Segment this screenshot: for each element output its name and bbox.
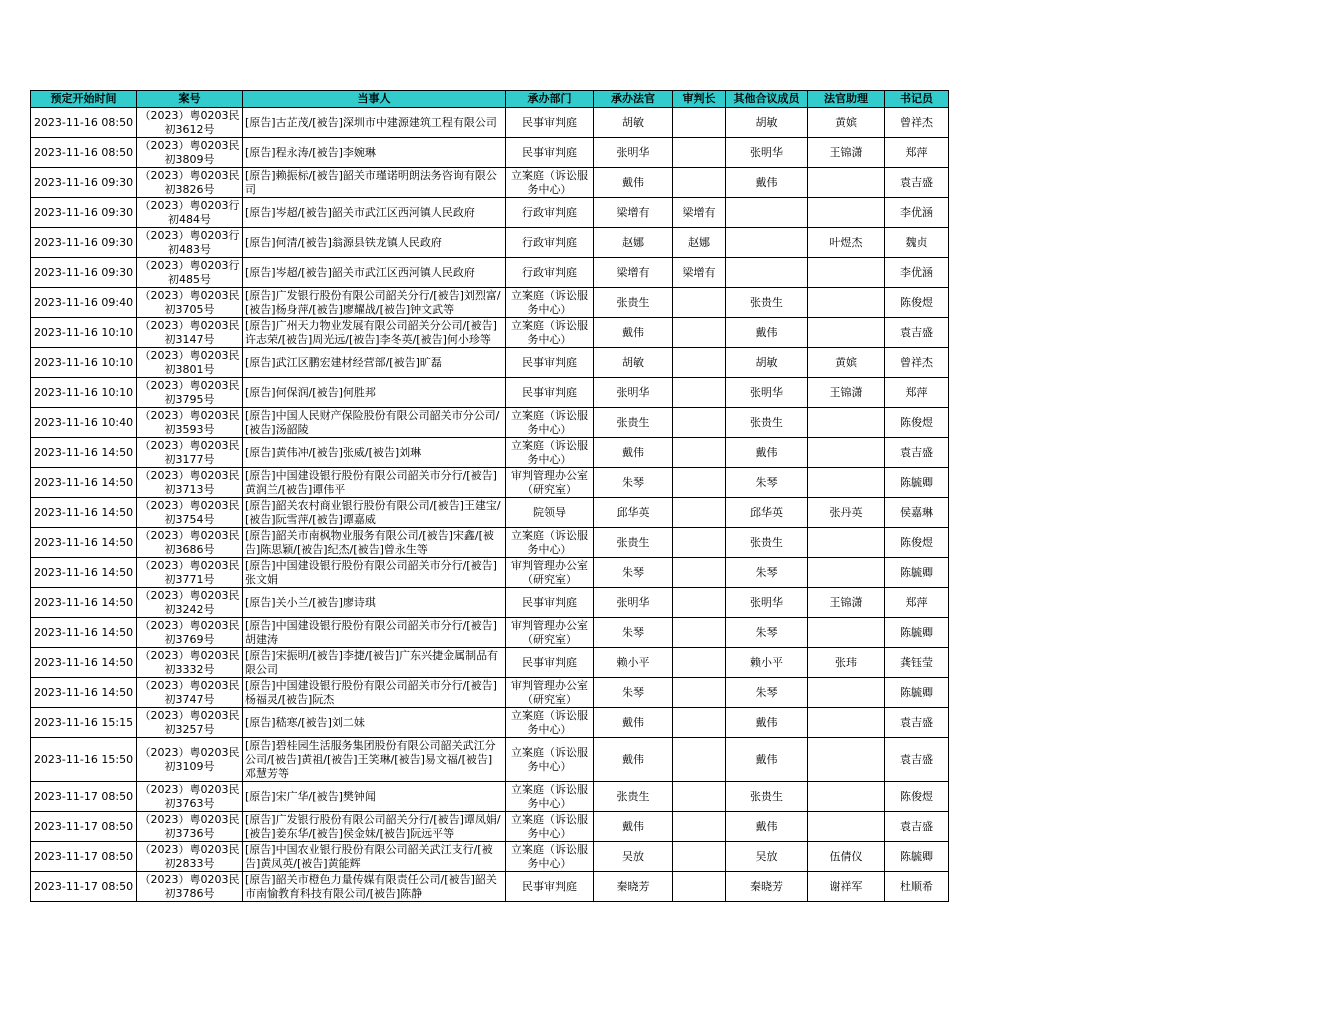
department-cell: 民事审判庭 — [506, 378, 594, 408]
parties-cell: [原告]古芷茂/[被告]深圳市中建源建筑工程有限公司 — [243, 108, 506, 138]
parties-cell: [原告]中国建设银行股份有限公司韶关市分行/[被告]张文娟 — [243, 558, 506, 588]
parties-cell: [原告]广州天力物业发展有限公司韶关分公司/[被告]许志荣/[被告]周光远/[被告]李冬英/[被告]何小珍等 — [243, 318, 506, 348]
clerk-cell: 郑萍 — [885, 378, 949, 408]
clerk-cell: 袁吉盛 — [885, 438, 949, 468]
start-time-cell: 2023-11-16 14:50 — [31, 468, 137, 498]
case-number-cell: （2023）粤0203民初3771号 — [137, 558, 243, 588]
table-row — [31, 258, 949, 288]
clerk-cell: 李优涵 — [885, 198, 949, 228]
judge-cell: 张明华 — [594, 138, 673, 168]
department-cell: 立案庭（诉讼服务中心） — [506, 738, 594, 782]
department-cell: 民事审判庭 — [506, 348, 594, 378]
other-members-cell: 戴伟 — [726, 168, 808, 198]
case-number-cell: （2023）粤0203民初3612号 — [137, 108, 243, 138]
other-members-cell — [726, 228, 808, 258]
judge-cell: 朱琴 — [594, 468, 673, 498]
presiding-judge-cell — [673, 408, 726, 438]
judge-cell: 朱琴 — [594, 618, 673, 648]
parties-cell: [原告]广发银行股份有限公司韶关分行/[被告]谭凤娟/[被告]姜东华/[被告]侯金妹/[被告]阮远平等 — [243, 812, 506, 842]
department-cell: 立案庭（诉讼服务中心） — [506, 782, 594, 812]
assistant-cell — [808, 558, 885, 588]
department-cell: 院领导 — [506, 498, 594, 528]
clerk-cell: 曾祥杰 — [885, 348, 949, 378]
assistant-cell: 黄嫔 — [808, 348, 885, 378]
judge-cell: 朱琴 — [594, 678, 673, 708]
assistant-cell: 黄嫔 — [808, 108, 885, 138]
parties-cell: [原告]岑超/[被告]韶关市武江区西河镇人民政府 — [243, 198, 506, 228]
table-row — [31, 108, 949, 138]
case-number-cell: （2023）粤0203民初2833号 — [137, 842, 243, 872]
clerk-cell: 陈毓卿 — [885, 558, 949, 588]
case-number-cell: （2023）粤0203民初3686号 — [137, 528, 243, 558]
header-row — [31, 91, 949, 108]
table-row — [31, 498, 949, 528]
department-cell: 立案庭（诉讼服务中心） — [506, 288, 594, 318]
parties-cell: [原告]武江区鹏宏建材经营部/[被告]旷磊 — [243, 348, 506, 378]
assistant-cell — [808, 168, 885, 198]
other-members-cell: 吴放 — [726, 842, 808, 872]
judge-cell: 戴伟 — [594, 318, 673, 348]
judge-cell: 张贵生 — [594, 288, 673, 318]
start-time-cell: 2023-11-16 10:10 — [31, 348, 137, 378]
start-time-cell: 2023-11-16 10:40 — [31, 408, 137, 438]
judge-cell: 赖小平 — [594, 648, 673, 678]
clerk-cell: 陈毓卿 — [885, 678, 949, 708]
table-row — [31, 138, 949, 168]
parties-cell: [原告]何保润/[被告]何胜邦 — [243, 378, 506, 408]
start-time-cell: 2023-11-16 14:50 — [31, 558, 137, 588]
start-time-cell: 2023-11-16 14:50 — [31, 588, 137, 618]
other-members-cell: 戴伟 — [726, 438, 808, 468]
start-time-cell: 2023-11-16 08:50 — [31, 138, 137, 168]
parties-cell: [原告]韶关农村商业银行股份有限公司/[被告]王建宝/[被告]阮雪萍/[被告]谭嘉威 — [243, 498, 506, 528]
case-number-cell: （2023）粤0203民初3242号 — [137, 588, 243, 618]
clerk-cell: 陈毓卿 — [885, 468, 949, 498]
header-assistant: 法官助理 — [808, 91, 885, 108]
clerk-cell: 陈毓卿 — [885, 618, 949, 648]
judge-cell: 张贵生 — [594, 782, 673, 812]
assistant-cell — [808, 782, 885, 812]
department-cell: 立案庭（诉讼服务中心） — [506, 528, 594, 558]
department-cell: 民事审判庭 — [506, 138, 594, 168]
case-number-cell: （2023）粤0203民初3736号 — [137, 812, 243, 842]
assistant-cell — [808, 318, 885, 348]
department-cell: 民事审判庭 — [506, 588, 594, 618]
assistant-cell — [808, 408, 885, 438]
other-members-cell: 赖小平 — [726, 648, 808, 678]
parties-cell: [原告]宋广华/[被告]樊钟闻 — [243, 782, 506, 812]
other-members-cell: 胡敏 — [726, 348, 808, 378]
presiding-judge-cell — [673, 588, 726, 618]
start-time-cell: 2023-11-17 08:50 — [31, 842, 137, 872]
other-members-cell: 戴伟 — [726, 812, 808, 842]
parties-cell: [原告]黄伟冲/[被告]张威/[被告]刘琳 — [243, 438, 506, 468]
presiding-judge-cell — [673, 528, 726, 558]
judge-cell: 戴伟 — [594, 708, 673, 738]
department-cell: 立案庭（诉讼服务中心） — [506, 812, 594, 842]
case-number-cell: （2023）粤0203民初3795号 — [137, 378, 243, 408]
table-row — [31, 648, 949, 678]
assistant-cell — [808, 812, 885, 842]
parties-cell: [原告]程永涛/[被告]李婉琳 — [243, 138, 506, 168]
table-row — [31, 528, 949, 558]
clerk-cell: 陈毓卿 — [885, 842, 949, 872]
start-time-cell: 2023-11-16 15:15 — [31, 708, 137, 738]
judge-cell: 戴伟 — [594, 168, 673, 198]
department-cell: 审判管理办公室（研究室） — [506, 678, 594, 708]
other-members-cell: 朱琴 — [726, 618, 808, 648]
department-cell: 审判管理办公室（研究室） — [506, 558, 594, 588]
table-row — [31, 558, 949, 588]
case-number-cell: （2023）粤0203民初3809号 — [137, 138, 243, 168]
hearing-schedule-table — [30, 90, 949, 902]
case-number-cell: （2023）粤0203民初3754号 — [137, 498, 243, 528]
case-number-cell: （2023）粤0203民初3747号 — [137, 678, 243, 708]
other-members-cell: 张贵生 — [726, 782, 808, 812]
presiding-judge-cell — [673, 138, 726, 168]
case-number-cell: （2023）粤0203民初3713号 — [137, 468, 243, 498]
assistant-cell: 张玮 — [808, 648, 885, 678]
clerk-cell: 陈俊煜 — [885, 528, 949, 558]
start-time-cell: 2023-11-16 09:30 — [31, 198, 137, 228]
assistant-cell: 伍倩仪 — [808, 842, 885, 872]
judge-cell: 胡敏 — [594, 108, 673, 138]
parties-cell: [原告]韶关市南枫物业服务有限公司/[被告]宋鑫/[被告]陈思颖/[被告]纪杰/[被告]曾永生等 — [243, 528, 506, 558]
parties-cell: [原告]中国人民财产保险股份有限公司韶关市分公司/[被告]汤韶陵 — [243, 408, 506, 438]
assistant-cell — [808, 708, 885, 738]
table-row — [31, 468, 949, 498]
judge-cell: 吴放 — [594, 842, 673, 872]
case-number-cell: （2023）粤0203民初3705号 — [137, 288, 243, 318]
department-cell: 立案庭（诉讼服务中心） — [506, 168, 594, 198]
presiding-judge-cell — [673, 782, 726, 812]
header-start-time: 预定开始时间 — [31, 91, 137, 108]
other-members-cell: 邱华英 — [726, 498, 808, 528]
start-time-cell: 2023-11-16 09:40 — [31, 288, 137, 318]
department-cell: 立案庭（诉讼服务中心） — [506, 438, 594, 468]
header-department: 承办部门 — [506, 91, 594, 108]
parties-cell: [原告]岑超/[被告]韶关市武江区西河镇人民政府 — [243, 258, 506, 288]
start-time-cell: 2023-11-17 08:50 — [31, 872, 137, 902]
assistant-cell — [808, 618, 885, 648]
other-members-cell: 张贵生 — [726, 408, 808, 438]
table-row — [31, 738, 949, 782]
parties-cell: [原告]中国农业银行股份有限公司韶关武江支行/[被告]黄凤英/[被告]黄能辉 — [243, 842, 506, 872]
other-members-cell: 戴伟 — [726, 738, 808, 782]
table-row — [31, 708, 949, 738]
presiding-judge-cell — [673, 348, 726, 378]
parties-cell: [原告]关小兰/[被告]廖诗琪 — [243, 588, 506, 618]
other-members-cell: 秦晓芳 — [726, 872, 808, 902]
presiding-judge-cell — [673, 288, 726, 318]
table-row — [31, 348, 949, 378]
assistant-cell: 王锦潇 — [808, 138, 885, 168]
clerk-cell: 袁吉盛 — [885, 812, 949, 842]
presiding-judge-cell — [673, 738, 726, 782]
presiding-judge-cell — [673, 678, 726, 708]
parties-cell: [原告]碧桂园生活服务集团股份有限公司韶关武江分公司/[被告]黄祖/[被告]王笑琳/[被告]易文福/[被告]邓慧芳等 — [243, 738, 506, 782]
judge-cell: 张明华 — [594, 588, 673, 618]
table-row — [31, 318, 949, 348]
case-number-cell: （2023）粤0203行初484号 — [137, 198, 243, 228]
clerk-cell: 陈俊煜 — [885, 288, 949, 318]
assistant-cell — [808, 468, 885, 498]
start-time-cell: 2023-11-16 15:50 — [31, 738, 137, 782]
table-row — [31, 228, 949, 258]
header-other-members: 其他合议成员 — [726, 91, 808, 108]
table-row — [31, 378, 949, 408]
presiding-judge-cell — [673, 812, 726, 842]
presiding-judge-cell: 赵娜 — [673, 228, 726, 258]
assistant-cell — [808, 258, 885, 288]
judge-cell: 梁增有 — [594, 198, 673, 228]
case-number-cell: （2023）粤0203民初3769号 — [137, 618, 243, 648]
department-cell: 审判管理办公室（研究室） — [506, 618, 594, 648]
clerk-cell: 郑萍 — [885, 588, 949, 618]
table-row — [31, 288, 949, 318]
clerk-cell: 郑萍 — [885, 138, 949, 168]
table-row — [31, 168, 949, 198]
case-number-cell: （2023）粤0203民初3763号 — [137, 782, 243, 812]
case-number-cell: （2023）粤0203民初3801号 — [137, 348, 243, 378]
judge-cell: 秦晓芳 — [594, 872, 673, 902]
assistant-cell: 张丹英 — [808, 498, 885, 528]
judge-cell: 张明华 — [594, 378, 673, 408]
other-members-cell — [726, 198, 808, 228]
parties-cell: [原告]赖振标/[被告]韶关市瑾诺明朗法务咨询有限公司 — [243, 168, 506, 198]
other-members-cell: 张明华 — [726, 588, 808, 618]
table-row — [31, 782, 949, 812]
start-time-cell: 2023-11-17 08:50 — [31, 782, 137, 812]
case-number-cell: （2023）粤0203民初3593号 — [137, 408, 243, 438]
clerk-cell: 杜顺希 — [885, 872, 949, 902]
start-time-cell: 2023-11-16 10:10 — [31, 318, 137, 348]
case-number-cell: （2023）粤0203民初3786号 — [137, 872, 243, 902]
judge-cell: 邱华英 — [594, 498, 673, 528]
department-cell: 行政审判庭 — [506, 198, 594, 228]
parties-cell: [原告]嵇寒/[被告]刘二妹 — [243, 708, 506, 738]
start-time-cell: 2023-11-16 10:10 — [31, 378, 137, 408]
judge-cell: 戴伟 — [594, 438, 673, 468]
judge-cell: 赵娜 — [594, 228, 673, 258]
clerk-cell: 陈俊煜 — [885, 408, 949, 438]
assistant-cell: 王锦潇 — [808, 588, 885, 618]
assistant-cell — [808, 528, 885, 558]
start-time-cell: 2023-11-16 14:50 — [31, 648, 137, 678]
clerk-cell: 曾祥杰 — [885, 108, 949, 138]
clerk-cell: 魏贞 — [885, 228, 949, 258]
case-number-cell: （2023）粤0203民初3147号 — [137, 318, 243, 348]
assistant-cell: 叶煜杰 — [808, 228, 885, 258]
start-time-cell: 2023-11-16 14:50 — [31, 438, 137, 468]
assistant-cell: 王锦潇 — [808, 378, 885, 408]
case-number-cell: （2023）粤0203民初3257号 — [137, 708, 243, 738]
table-row — [31, 198, 949, 228]
presiding-judge-cell: 梁增有 — [673, 198, 726, 228]
clerk-cell: 袁吉盛 — [885, 318, 949, 348]
case-number-cell: （2023）粤0203民初3109号 — [137, 738, 243, 782]
table-row — [31, 678, 949, 708]
clerk-cell: 龚钰莹 — [885, 648, 949, 678]
start-time-cell: 2023-11-17 08:50 — [31, 812, 137, 842]
parties-cell: [原告]韶关市橙色力量传媒有限责任公司/[被告]韶关市南愉教育科技有限公司/[被告]陈静 — [243, 872, 506, 902]
judge-cell: 戴伟 — [594, 738, 673, 782]
table-row — [31, 812, 949, 842]
department-cell: 民事审判庭 — [506, 872, 594, 902]
header-judge: 承办法官 — [594, 91, 673, 108]
other-members-cell: 戴伟 — [726, 318, 808, 348]
start-time-cell: 2023-11-16 08:50 — [31, 108, 137, 138]
other-members-cell: 朱琴 — [726, 678, 808, 708]
assistant-cell — [808, 438, 885, 468]
parties-cell: [原告]宋振明/[被告]李捷/[被告]广东兴捷金属制品有限公司 — [243, 648, 506, 678]
parties-cell: [原告]广发银行股份有限公司韶关分行/[被告]刘烈富/[被告]杨身萍/[被告]廖耀战/[被告]钟文武等 — [243, 288, 506, 318]
clerk-cell: 侯嘉琳 — [885, 498, 949, 528]
start-time-cell: 2023-11-16 09:30 — [31, 228, 137, 258]
presiding-judge-cell — [673, 708, 726, 738]
start-time-cell: 2023-11-16 14:50 — [31, 498, 137, 528]
table-row — [31, 872, 949, 902]
other-members-cell: 张贵生 — [726, 288, 808, 318]
other-members-cell: 张贵生 — [726, 528, 808, 558]
presiding-judge-cell — [673, 108, 726, 138]
other-members-cell: 胡敏 — [726, 108, 808, 138]
judge-cell: 戴伟 — [594, 812, 673, 842]
presiding-judge-cell: 梁增有 — [673, 258, 726, 288]
header-presiding-judge: 审判长 — [673, 91, 726, 108]
department-cell: 立案庭（诉讼服务中心） — [506, 708, 594, 738]
department-cell: 民事审判庭 — [506, 648, 594, 678]
judge-cell: 朱琴 — [594, 558, 673, 588]
start-time-cell: 2023-11-16 14:50 — [31, 528, 137, 558]
other-members-cell: 戴伟 — [726, 708, 808, 738]
presiding-judge-cell — [673, 468, 726, 498]
presiding-judge-cell — [673, 168, 726, 198]
other-members-cell: 朱琴 — [726, 558, 808, 588]
presiding-judge-cell — [673, 618, 726, 648]
presiding-judge-cell — [673, 318, 726, 348]
parties-cell: [原告]中国建设银行股份有限公司韶关市分行/[被告]杨福灵/[被告]阮杰 — [243, 678, 506, 708]
assistant-cell: 谢祥军 — [808, 872, 885, 902]
presiding-judge-cell — [673, 842, 726, 872]
presiding-judge-cell — [673, 558, 726, 588]
clerk-cell: 袁吉盛 — [885, 168, 949, 198]
clerk-cell: 袁吉盛 — [885, 708, 949, 738]
case-number-cell: （2023）粤0203民初3177号 — [137, 438, 243, 468]
start-time-cell: 2023-11-16 14:50 — [31, 678, 137, 708]
header-parties: 当事人 — [243, 91, 506, 108]
judge-cell: 胡敏 — [594, 348, 673, 378]
table-row — [31, 618, 949, 648]
department-cell: 民事审判庭 — [506, 108, 594, 138]
assistant-cell — [808, 738, 885, 782]
presiding-judge-cell — [673, 378, 726, 408]
table-row — [31, 588, 949, 618]
other-members-cell: 朱琴 — [726, 468, 808, 498]
table-row — [31, 842, 949, 872]
department-cell: 立案庭（诉讼服务中心） — [506, 842, 594, 872]
assistant-cell — [808, 198, 885, 228]
table-row — [31, 408, 949, 438]
other-members-cell: 张明华 — [726, 138, 808, 168]
case-number-cell: （2023）粤0203民初3332号 — [137, 648, 243, 678]
clerk-cell: 袁吉盛 — [885, 738, 949, 782]
presiding-judge-cell — [673, 438, 726, 468]
other-members-cell: 张明华 — [726, 378, 808, 408]
department-cell: 立案庭（诉讼服务中心） — [506, 408, 594, 438]
judge-cell: 张贵生 — [594, 528, 673, 558]
case-number-cell: （2023）粤0203民初3826号 — [137, 168, 243, 198]
start-time-cell: 2023-11-16 09:30 — [31, 258, 137, 288]
presiding-judge-cell — [673, 872, 726, 902]
judge-cell: 张贵生 — [594, 408, 673, 438]
clerk-cell: 李优涵 — [885, 258, 949, 288]
other-members-cell — [726, 258, 808, 288]
clerk-cell: 陈俊煜 — [885, 782, 949, 812]
judge-cell: 梁增有 — [594, 258, 673, 288]
presiding-judge-cell — [673, 648, 726, 678]
parties-cell: [原告]何清/[被告]翁源县铁龙镇人民政府 — [243, 228, 506, 258]
department-cell: 立案庭（诉讼服务中心） — [506, 318, 594, 348]
assistant-cell — [808, 678, 885, 708]
case-number-cell: （2023）粤0203行初485号 — [137, 258, 243, 288]
department-cell: 审判管理办公室（研究室） — [506, 468, 594, 498]
parties-cell: [原告]中国建设银行股份有限公司韶关市分行/[被告]胡建涛 — [243, 618, 506, 648]
header-clerk: 书记员 — [885, 91, 949, 108]
presiding-judge-cell — [673, 498, 726, 528]
start-time-cell: 2023-11-16 09:30 — [31, 168, 137, 198]
parties-cell: [原告]中国建设银行股份有限公司韶关市分行/[被告]黄润兰/[被告]谭伟平 — [243, 468, 506, 498]
department-cell: 行政审判庭 — [506, 228, 594, 258]
assistant-cell — [808, 288, 885, 318]
header-case-number: 案号 — [137, 91, 243, 108]
table-row — [31, 438, 949, 468]
case-number-cell: （2023）粤0203行初483号 — [137, 228, 243, 258]
start-time-cell: 2023-11-16 14:50 — [31, 618, 137, 648]
department-cell: 行政审判庭 — [506, 258, 594, 288]
